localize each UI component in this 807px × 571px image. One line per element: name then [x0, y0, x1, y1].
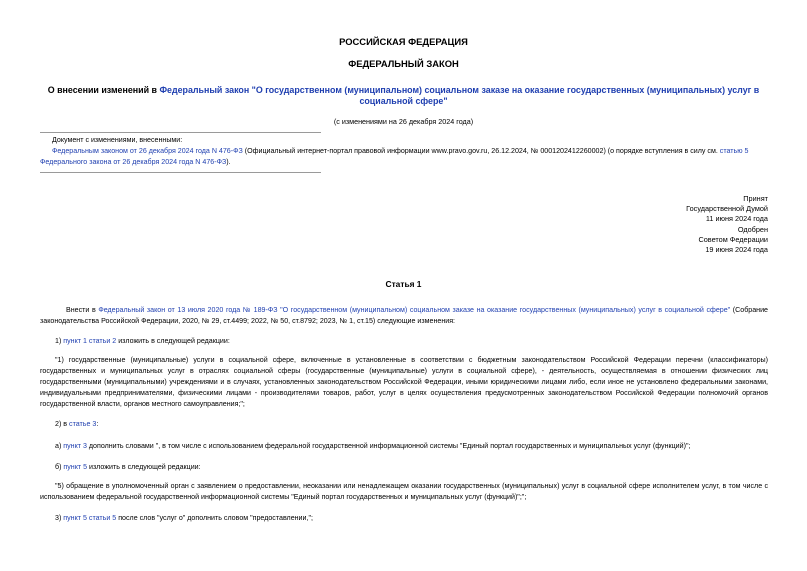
item-1-quote: "1) государственные (муниципальные) услуги в социальной сфере, включенные в установленные в соответствии с бюджетным законодательством Российской Федерации перечни (классификаторы) государственных и муниципальных услуг в отраслях социальной сферы (государственные (муниципальные) услуги в социальной сфере), - деятельность, осуществляемая в отношении физических лиц государственными (муниципальными) учреждениями и в случаях, установленных законодательством Российской Федерации, иными юридическими лицами либо, если иное не установлено федеральными законами, индивидуальными предпринимателями, физическими лицами - производителями товаров, работ, услуг в целях осуществления предусмотренных законодательством Российской Федерации полномочий органов государственной власти, органов местного самоуправления;"; — [40, 356, 768, 409]
item-2-number: 2) в — [55, 420, 70, 428]
intro-pre: Внести в — [66, 306, 99, 314]
document-title — [40, 85, 767, 107]
item-2b-prefix: б) — [55, 463, 64, 471]
adopted-label: Принят — [743, 194, 768, 203]
amended-law-link[interactable]: Федеральный закон от 13 июля 2020 года № 189-ФЗ "О государственном (муниципальном) социальном заказе на оказание государственных (муниципальных) услуг в социальной сфере" — [98, 306, 731, 314]
intro-post: (Собрание законодательства Российской Федерации, 2020, № 29, ст.4499; 2022, № 50, ст.8792; 2023, № 1, ст.15) следующие изменения: — [40, 306, 768, 326]
item-3-number: 3) — [55, 514, 64, 522]
changes-top-divider — [40, 132, 321, 133]
changes-label: Документ с изменениями, внесенными: — [52, 136, 183, 144]
item-2 — [55, 419, 98, 430]
article-heading: Статья 1 — [385, 279, 422, 289]
title-prefix: О внесении изменений в — [47, 85, 160, 95]
article-intro — [40, 305, 768, 327]
item-2b — [55, 462, 201, 473]
item-1-number: 1) — [55, 337, 64, 345]
approved-label: Одобрен — [737, 224, 768, 234]
item-2a-prefix: а) — [55, 442, 64, 450]
item-2a-text: дополнить словами ", в том числе с использованием федеральной государственной информационной системы "Единый портал государственных и муниципальных услуг (функций)"; — [86, 442, 691, 450]
item-2b-quote: "5) обращение в уполномоченный орган с заявлением о предоставлении, неоказании или ненадлежащем оказании государственных (муниципальных) услуг в социальной сфере исполнителем услуг, в том числе с использованием федеральной государственной информационной системы "Единый портал государственных и муниципальных услуг (функций)";"; — [40, 482, 768, 502]
adopted-by: Государственной Думой — [686, 204, 768, 214]
item-3-text: после слов "услуг о" дополнить словом "предоставлении,"; — [116, 514, 313, 522]
adoption-block — [686, 194, 768, 255]
changes-bottom-divider — [40, 172, 321, 173]
item-1-link[interactable]: пункт 1 статьи 2 — [63, 337, 117, 345]
title-law-link[interactable]: Федеральный закон "О государственном (муниципальном) социальном заказе на оказание государственных (муниципальных) услуг в социальной сфере" — [159, 85, 760, 106]
item-3 — [55, 513, 313, 524]
item-1 — [55, 336, 230, 347]
item-1-text: изложить в следующей редакции: — [116, 337, 230, 345]
publication-info: (Официальный интернет-портал правовой информации www.pravo.gov.ru, 26.12.2024, № 0001202412260002) (о порядке вступления в силу см. — [242, 147, 720, 155]
item-2-link[interactable]: статье 3 — [69, 420, 97, 428]
changes-text — [40, 146, 768, 168]
adopted-date: 11 июня 2024 года — [705, 214, 768, 224]
item-2b-text: изложить в следующей редакции: — [87, 463, 201, 471]
edition-note: (с изменениями на 26 декабря 2024 года) — [333, 117, 474, 126]
item-2-end: : — [96, 420, 99, 428]
approved-date: 19 июня 2024 года — [705, 245, 768, 255]
entry-into-force-link[interactable]: статью 5 Федерального закона от 26 декабря 2024 года N 476-ФЗ — [40, 147, 749, 166]
law-type-heading: ФЕДЕРАЛЬНЫЙ ЗАКОН — [348, 58, 459, 69]
approved-by: Советом Федерации — [698, 234, 768, 244]
country-heading: РОССИЙСКАЯ ФЕДЕРАЦИЯ — [339, 36, 468, 47]
changes-end: ). — [226, 158, 231, 166]
item-2b-link[interactable]: пункт 5 — [63, 463, 88, 471]
amending-law-link[interactable]: Федеральным законом от 26 декабря 2024 года N 476-ФЗ — [52, 147, 243, 155]
item-3-link[interactable]: пункт 5 статьи 5 — [63, 514, 117, 522]
item-2a — [55, 441, 690, 452]
item-2a-link[interactable]: пункт 3 — [63, 442, 87, 450]
